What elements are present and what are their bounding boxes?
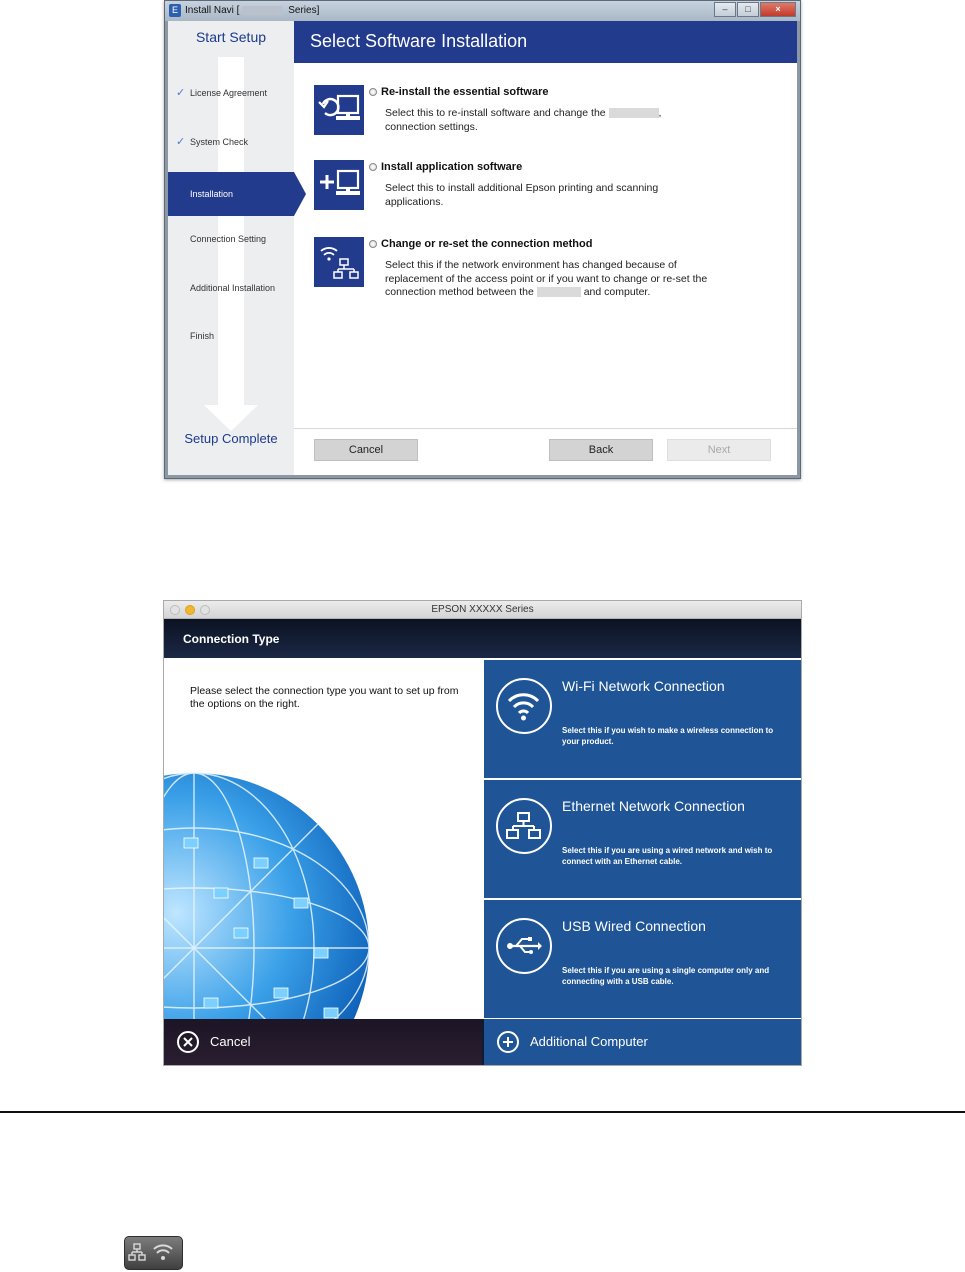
window-client: [168, 21, 797, 475]
usb-connection-option[interactable]: [484, 900, 801, 1018]
cancel-button[interactable]: [164, 1019, 482, 1065]
network-status-icon[interactable]: [124, 1236, 183, 1270]
desc-text: Select this if the network environment has changed because of replacement of the access point or if you want to change or re-set the connection method between the: [385, 259, 708, 298]
usb-icon: [496, 918, 552, 974]
epson-connection-window: [163, 600, 802, 1066]
desc-text: Select this to re-install software and change the: [385, 107, 606, 119]
ethernet-icon: [496, 798, 552, 854]
page-title: Select Software Installation: [310, 31, 528, 51]
desc-text: ,: [658, 107, 662, 119]
step-license-agreement: [168, 71, 294, 115]
option-title: Re-install the essential software: [381, 86, 549, 98]
window-titlebar: [165, 1, 800, 21]
step-label: Connection Setting: [190, 234, 267, 244]
option-description: Select this if you are using a wired network and wish to connect with an Ethernet cable.: [562, 846, 773, 866]
next-button[interactable]: Next: [667, 439, 771, 461]
maximize-button[interactable]: □: [737, 2, 759, 17]
wifi-icon: [496, 678, 552, 734]
redacted-model-name: [242, 6, 282, 15]
instruction-panel: [164, 658, 482, 1019]
option-change-connection[interactable]: [314, 237, 784, 297]
reinstall-icon: [314, 85, 364, 135]
desc-text: and computer.: [583, 286, 651, 298]
app-icon: E: [169, 4, 181, 17]
install-application-radio[interactable]: [369, 163, 377, 171]
step-label: System Check: [190, 137, 249, 147]
desc-text: connection settings.: [385, 120, 478, 133]
step-label: Installation: [190, 189, 234, 199]
option-description: Select this if you are using a single computer only and connecting with a USB cable.: [562, 966, 770, 986]
window-title-suffix: Series]: [285, 5, 320, 16]
option-title: Wi-Fi Network Connection: [562, 678, 725, 694]
step-additional-installation: [168, 266, 294, 310]
window-title: EPSON XXXXX Series: [431, 604, 534, 615]
progress-arrow-head: [204, 405, 258, 431]
window-title-prefix: Install Navi [: [185, 5, 240, 16]
main-panel: [294, 21, 797, 475]
minimize-button[interactable]: –: [714, 2, 736, 17]
step-system-check: [168, 120, 294, 164]
footer-divider: [294, 428, 797, 429]
ethernet-connection-option[interactable]: [484, 780, 801, 898]
step-label: Finish: [190, 331, 215, 341]
instruction-text: Please select the connection type you want to set up from the options on the right.: [190, 685, 459, 710]
redacted-model-name: [609, 108, 659, 118]
connection-options: [482, 658, 801, 1019]
step-label: License Agreement: [190, 88, 268, 98]
option-install-application[interactable]: [314, 160, 784, 220]
option-description: Select this if you wish to make a wireless connection to your product.: [562, 726, 774, 746]
page-title: Connection Type: [183, 632, 280, 646]
network-connection-icon: [314, 237, 364, 287]
cancel-button[interactable]: Cancel: [314, 439, 418, 461]
main-header: [294, 21, 797, 63]
back-button[interactable]: Back: [549, 439, 653, 461]
window-titlebar: [164, 601, 801, 619]
step-finish: [168, 314, 294, 358]
checkmark-icon: ✓: [176, 87, 186, 99]
step-installation: [168, 172, 294, 216]
section-divider: [0, 1111, 965, 1113]
setup-steps-sidebar: [168, 21, 294, 475]
option-description: [385, 259, 730, 300]
checkmark-icon: ✓: [176, 136, 186, 148]
cancel-label: Cancel: [210, 1034, 251, 1049]
change-connection-radio[interactable]: [369, 240, 377, 248]
step-label: Additional Installation: [190, 283, 276, 293]
window-controls: [714, 2, 796, 17]
step-start-setup: Start Setup: [195, 29, 267, 45]
option-title: Ethernet Network Connection: [562, 798, 745, 814]
connection-type-header: [164, 619, 801, 658]
window-title: [185, 5, 319, 16]
reinstall-radio[interactable]: [369, 88, 377, 96]
option-title: Change or re-set the connection method: [381, 238, 593, 250]
redacted-model-name: [537, 287, 581, 297]
step-setup-complete: Setup Complete: [184, 431, 278, 446]
wifi-connection-option[interactable]: [484, 660, 801, 778]
close-button[interactable]: ×: [760, 2, 796, 17]
step-connection-setting: [168, 217, 294, 261]
option-title: USB Wired Connection: [562, 918, 706, 934]
additional-computer-label: Additional Computer: [530, 1034, 648, 1049]
install-navi-window: [164, 0, 801, 479]
option-title: Install application software: [381, 161, 523, 173]
plus-circle-icon: [497, 1031, 519, 1053]
globe-illustration: [164, 768, 374, 1019]
option-description: [385, 107, 745, 134]
additional-computer-button[interactable]: [484, 1019, 801, 1065]
add-application-icon: [314, 160, 364, 210]
option-description: Select this to install additional Epson printing and scanning applications.: [385, 182, 659, 208]
close-circle-icon: [177, 1031, 199, 1053]
option-reinstall[interactable]: [314, 85, 784, 145]
